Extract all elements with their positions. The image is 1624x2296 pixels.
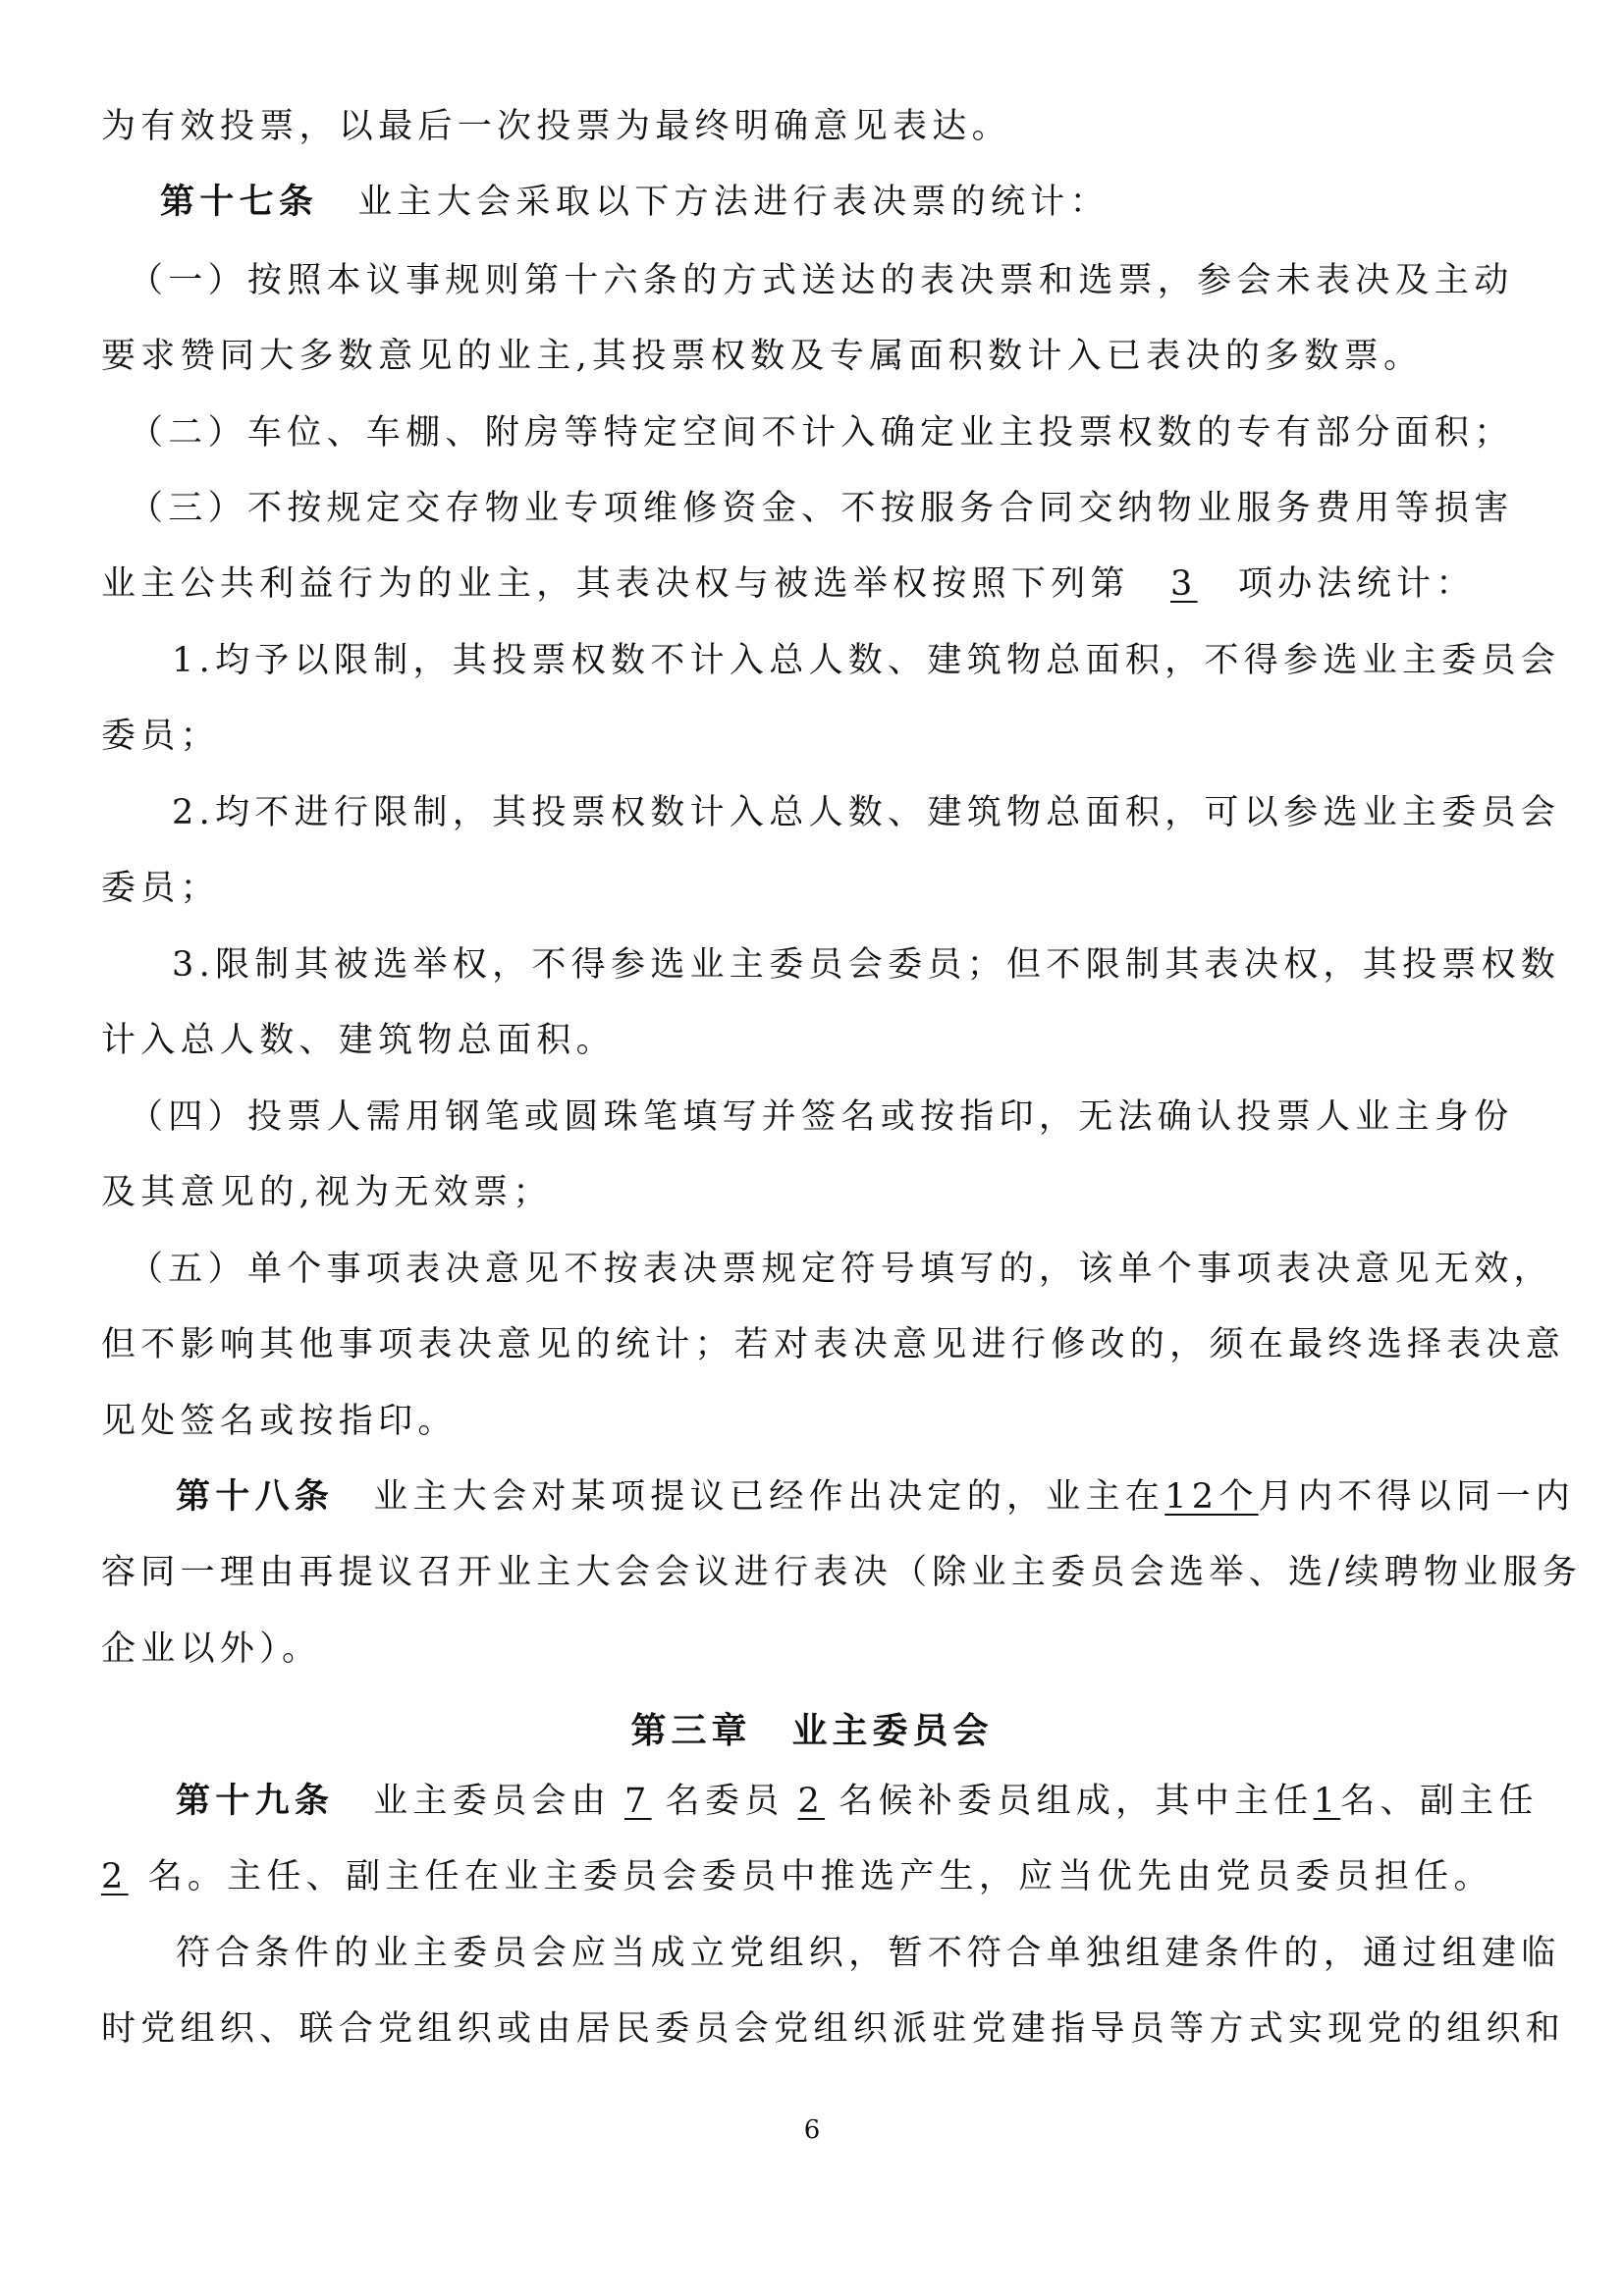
text-line: 3.限制其被选举权，不得参选业主委员会委员；但不限制其表决权，其投票权数: [172, 945, 1561, 985]
article-17-intro: [101, 181, 1594, 224]
text-line: 1.均予以限制，其投票权数不计入总人数、建筑物总面积，不得参选业主委员会: [172, 641, 1561, 680]
deputy-director-blank: 2: [101, 1857, 129, 1896]
text-line: （三）不按规定交存物业专项维修资金、不按服务合同交纳物业服务费用等损害: [129, 489, 1514, 528]
director-blank: 1: [1313, 1782, 1341, 1821]
text-line: 委员；: [101, 869, 220, 908]
article-18-intro: [101, 1475, 1609, 1519]
text-line: 见处签名或按指印。: [101, 1402, 458, 1441]
text-segment: 名、副主任: [1340, 1782, 1539, 1821]
text-line: 容同一理由再提议召开业主大会会议进行表决（除业主委员会选举、选/续聘物业服务: [101, 1553, 1583, 1592]
members-blank: 7: [624, 1782, 652, 1821]
text-segment: 业主大会对某项提议已经作出决定的，业主在: [373, 1477, 1165, 1517]
text-line: 要求赞同大多数意见的业主,其投票权数及专属面积数计入已表决的多数票。: [101, 337, 1424, 376]
method-number-blank: 3: [1170, 564, 1198, 604]
text-line: 2.均不进行限制，其投票权数计入总人数、建筑物总面积，可以参选业主委员会: [172, 793, 1561, 832]
vote-method-line: [101, 562, 1535, 606]
text-line: 为有效投票，以最后一次投票为最终明确意见表达。: [101, 107, 1011, 146]
text-segment: 名候补委员组成，其中主任: [839, 1782, 1314, 1821]
text-line: 计入总人数、建筑物总面积。: [101, 1021, 616, 1060]
chapter-title: 第三章 业主委员会: [630, 1710, 994, 1751]
text-line: 业主大会采取以下方法进行表决票的统计：: [357, 183, 1110, 222]
text-line: 符合条件的业主委员会应当成立党组织，暂不符合单独组建条件的，通过组建临: [176, 1934, 1561, 1973]
text-line: 但不影响其他事项表决意见的统计；若对表决意见进行修改的，须在最终选择表决意: [101, 1325, 1566, 1364]
text-line: （五）单个事项表决意见不按表决票规定符号填写的，该单个事项表决意见无效，: [129, 1250, 1553, 1289]
text-line: 委员；: [101, 717, 220, 756]
article-18-heading: 第十八条: [176, 1476, 335, 1517]
text-line: 时党组织、联合党组织或由居民委员会党组织派驻党建指导员等方式实现党的组织和: [101, 2009, 1566, 2049]
text-line: （二）车位、车棚、附房等特定空间不计入确定业主投票权数的专有部分面积；: [129, 413, 1514, 453]
article-19-heading: 第十九条: [176, 1781, 335, 1821]
article-19-line-2: [101, 1855, 1535, 1898]
text-segment: 名委员: [665, 1782, 785, 1821]
text-segment: 名。主任、副主任在业主委员会委员中推选产生，应当优先由党员委员担任。: [147, 1857, 1493, 1896]
text-line: （四）投票人需用钢笔或圆珠笔填写并签名或按指印，无法确认投票人业主身份: [129, 1097, 1514, 1137]
page-number: 6: [803, 2115, 821, 2145]
text-segment: 业主公共利益行为的业主，其表决权与被选举权按照下列第: [101, 564, 1130, 604]
months-blank: 12个: [1164, 1477, 1259, 1517]
text-segment: 业主委员会由: [373, 1782, 612, 1821]
text-segment: 项办法统计：: [1237, 564, 1476, 604]
text-line: （一）按照本议事规则第十六条的方式送达的表决票和选票，参会未表决及主动: [129, 261, 1514, 300]
article-17-heading: 第十七条: [160, 182, 319, 222]
text-segment: 月内不得以同一内: [1258, 1477, 1576, 1517]
text-line: 企业以外）。: [101, 1629, 322, 1669]
text-line: 及其意见的,视为无效票；: [101, 1173, 553, 1212]
article-19-intro: [101, 1780, 1609, 1823]
alternates-blank: 2: [797, 1782, 826, 1821]
